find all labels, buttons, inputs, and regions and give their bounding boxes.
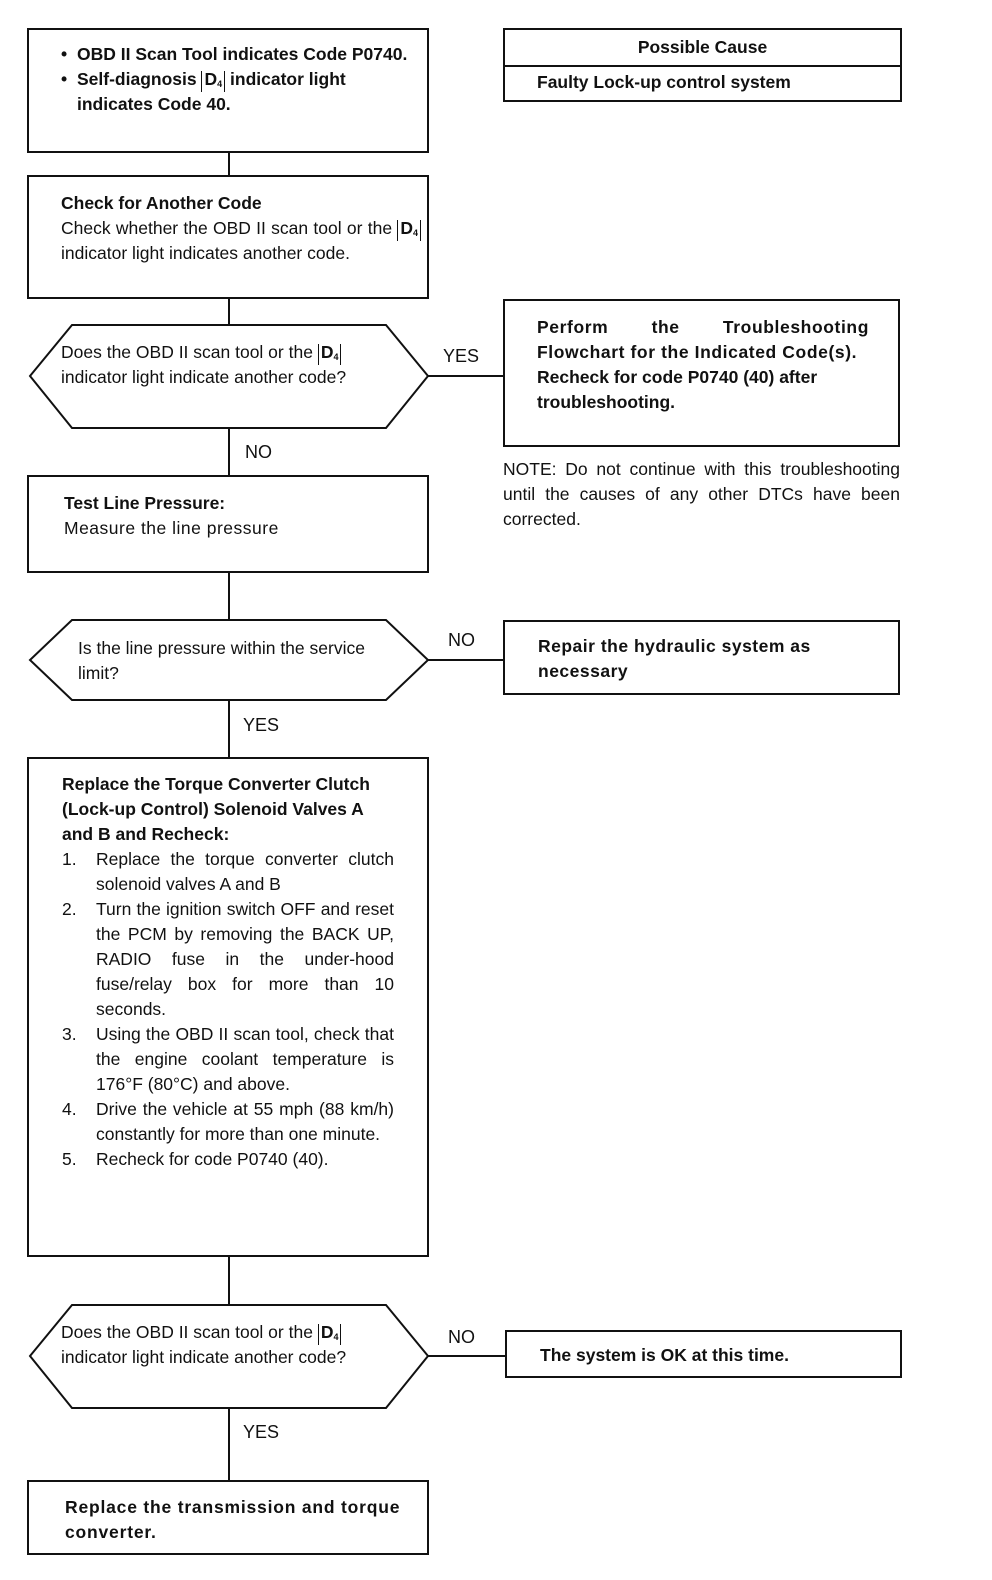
replace-steps-list	[62, 847, 394, 1172]
check-box-title: Check for Another Code	[61, 193, 262, 213]
decision3-text: Does the OBD II scan tool or the $D_4$ indicator light indicate another code?	[61, 1322, 347, 1367]
replace-solenoid-box	[27, 757, 429, 1257]
decision2-text: Is the line pressure within the service limit?	[78, 638, 365, 683]
label-yes-3: YES	[243, 1422, 280, 1442]
label-no-2: NO	[448, 630, 475, 650]
d4-indicator-icon: $D_4$	[201, 71, 225, 92]
system-ok-box	[505, 1330, 902, 1378]
repair-box-text: Repair the hydraulic system as necessary	[538, 636, 811, 681]
replace-box-title: Replace the Torque Converter Clutch (Lock-up Control) Solenoid Valves A and B and Recheck:	[62, 774, 370, 844]
replace-transmission-box	[27, 1480, 429, 1555]
check-box-text: Check whether the OBD II scan tool or the $D_4$ indicator light indicates another code.	[61, 216, 421, 266]
start-item-scan-tool: • OBD II Scan Tool indicates Code P0740.	[61, 42, 421, 67]
label-yes-1: YES	[443, 346, 480, 366]
test-line-pressure-box	[27, 475, 429, 573]
test-box-text: Measure the line pressure	[64, 518, 279, 538]
label-no-1: NO	[245, 442, 272, 462]
perform-box-recheck: Recheck for code P0740 (40) after troubleshooting.	[537, 367, 818, 412]
d4-indicator-icon: $D_4$	[318, 1324, 342, 1345]
d4-indicator-icon: $D_4$	[397, 220, 421, 241]
note-text: NOTE: Do not continue with this troubleshooting until the causes of any other DTCs have been corrected.	[503, 459, 900, 529]
label-yes-2: YES	[243, 715, 280, 735]
start-box	[27, 28, 429, 153]
perform-box-title: Perform the Troubleshooting Flowchart for the Indicated Code(s).	[537, 317, 869, 362]
possible-cause-header: Possible Cause	[505, 30, 900, 67]
final-box-text: Replace the transmission and torque converter.	[65, 1497, 401, 1542]
check-another-code-box	[27, 175, 429, 299]
d4-indicator-icon: $D_4$	[318, 344, 342, 365]
perform-troubleshooting-box	[503, 299, 900, 447]
decision1-text: Does the OBD II scan tool or the $D_4$ indicator light indicate another code?	[61, 342, 347, 387]
replace-step: 5. Recheck for code P0740 (40).	[62, 1149, 329, 1169]
system-ok-text: The system is OK at this time.	[540, 1345, 789, 1365]
possible-cause-table	[503, 28, 902, 102]
replace-step: 4. Drive the vehicle at 55 mph (88 km/h) constantly for more than one minute.	[62, 1099, 394, 1144]
replace-step: 1. Replace the torque converter clutch solenoid valves A and B	[62, 849, 394, 894]
start-item-self-diagnosis: • Self-diagnosis $D_4$ indicator light indicates Code 40.	[61, 67, 421, 117]
replace-step: 3. Using the OBD II scan tool, check that the engine coolant temperature is 176°F (80°C) and above.	[62, 1024, 394, 1094]
label-no-3: NO	[448, 1327, 475, 1347]
repair-hydraulic-box	[503, 620, 900, 695]
possible-cause-value: Faulty Lock-up control system	[537, 72, 791, 92]
test-box-title: Test Line Pressure:	[64, 493, 226, 513]
replace-step: 2. Turn the ignition switch OFF and reset the PCM by removing the BACK UP, RADIO fuse in the under-hood fuse/relay box for more than 10 seconds.	[62, 899, 394, 1019]
